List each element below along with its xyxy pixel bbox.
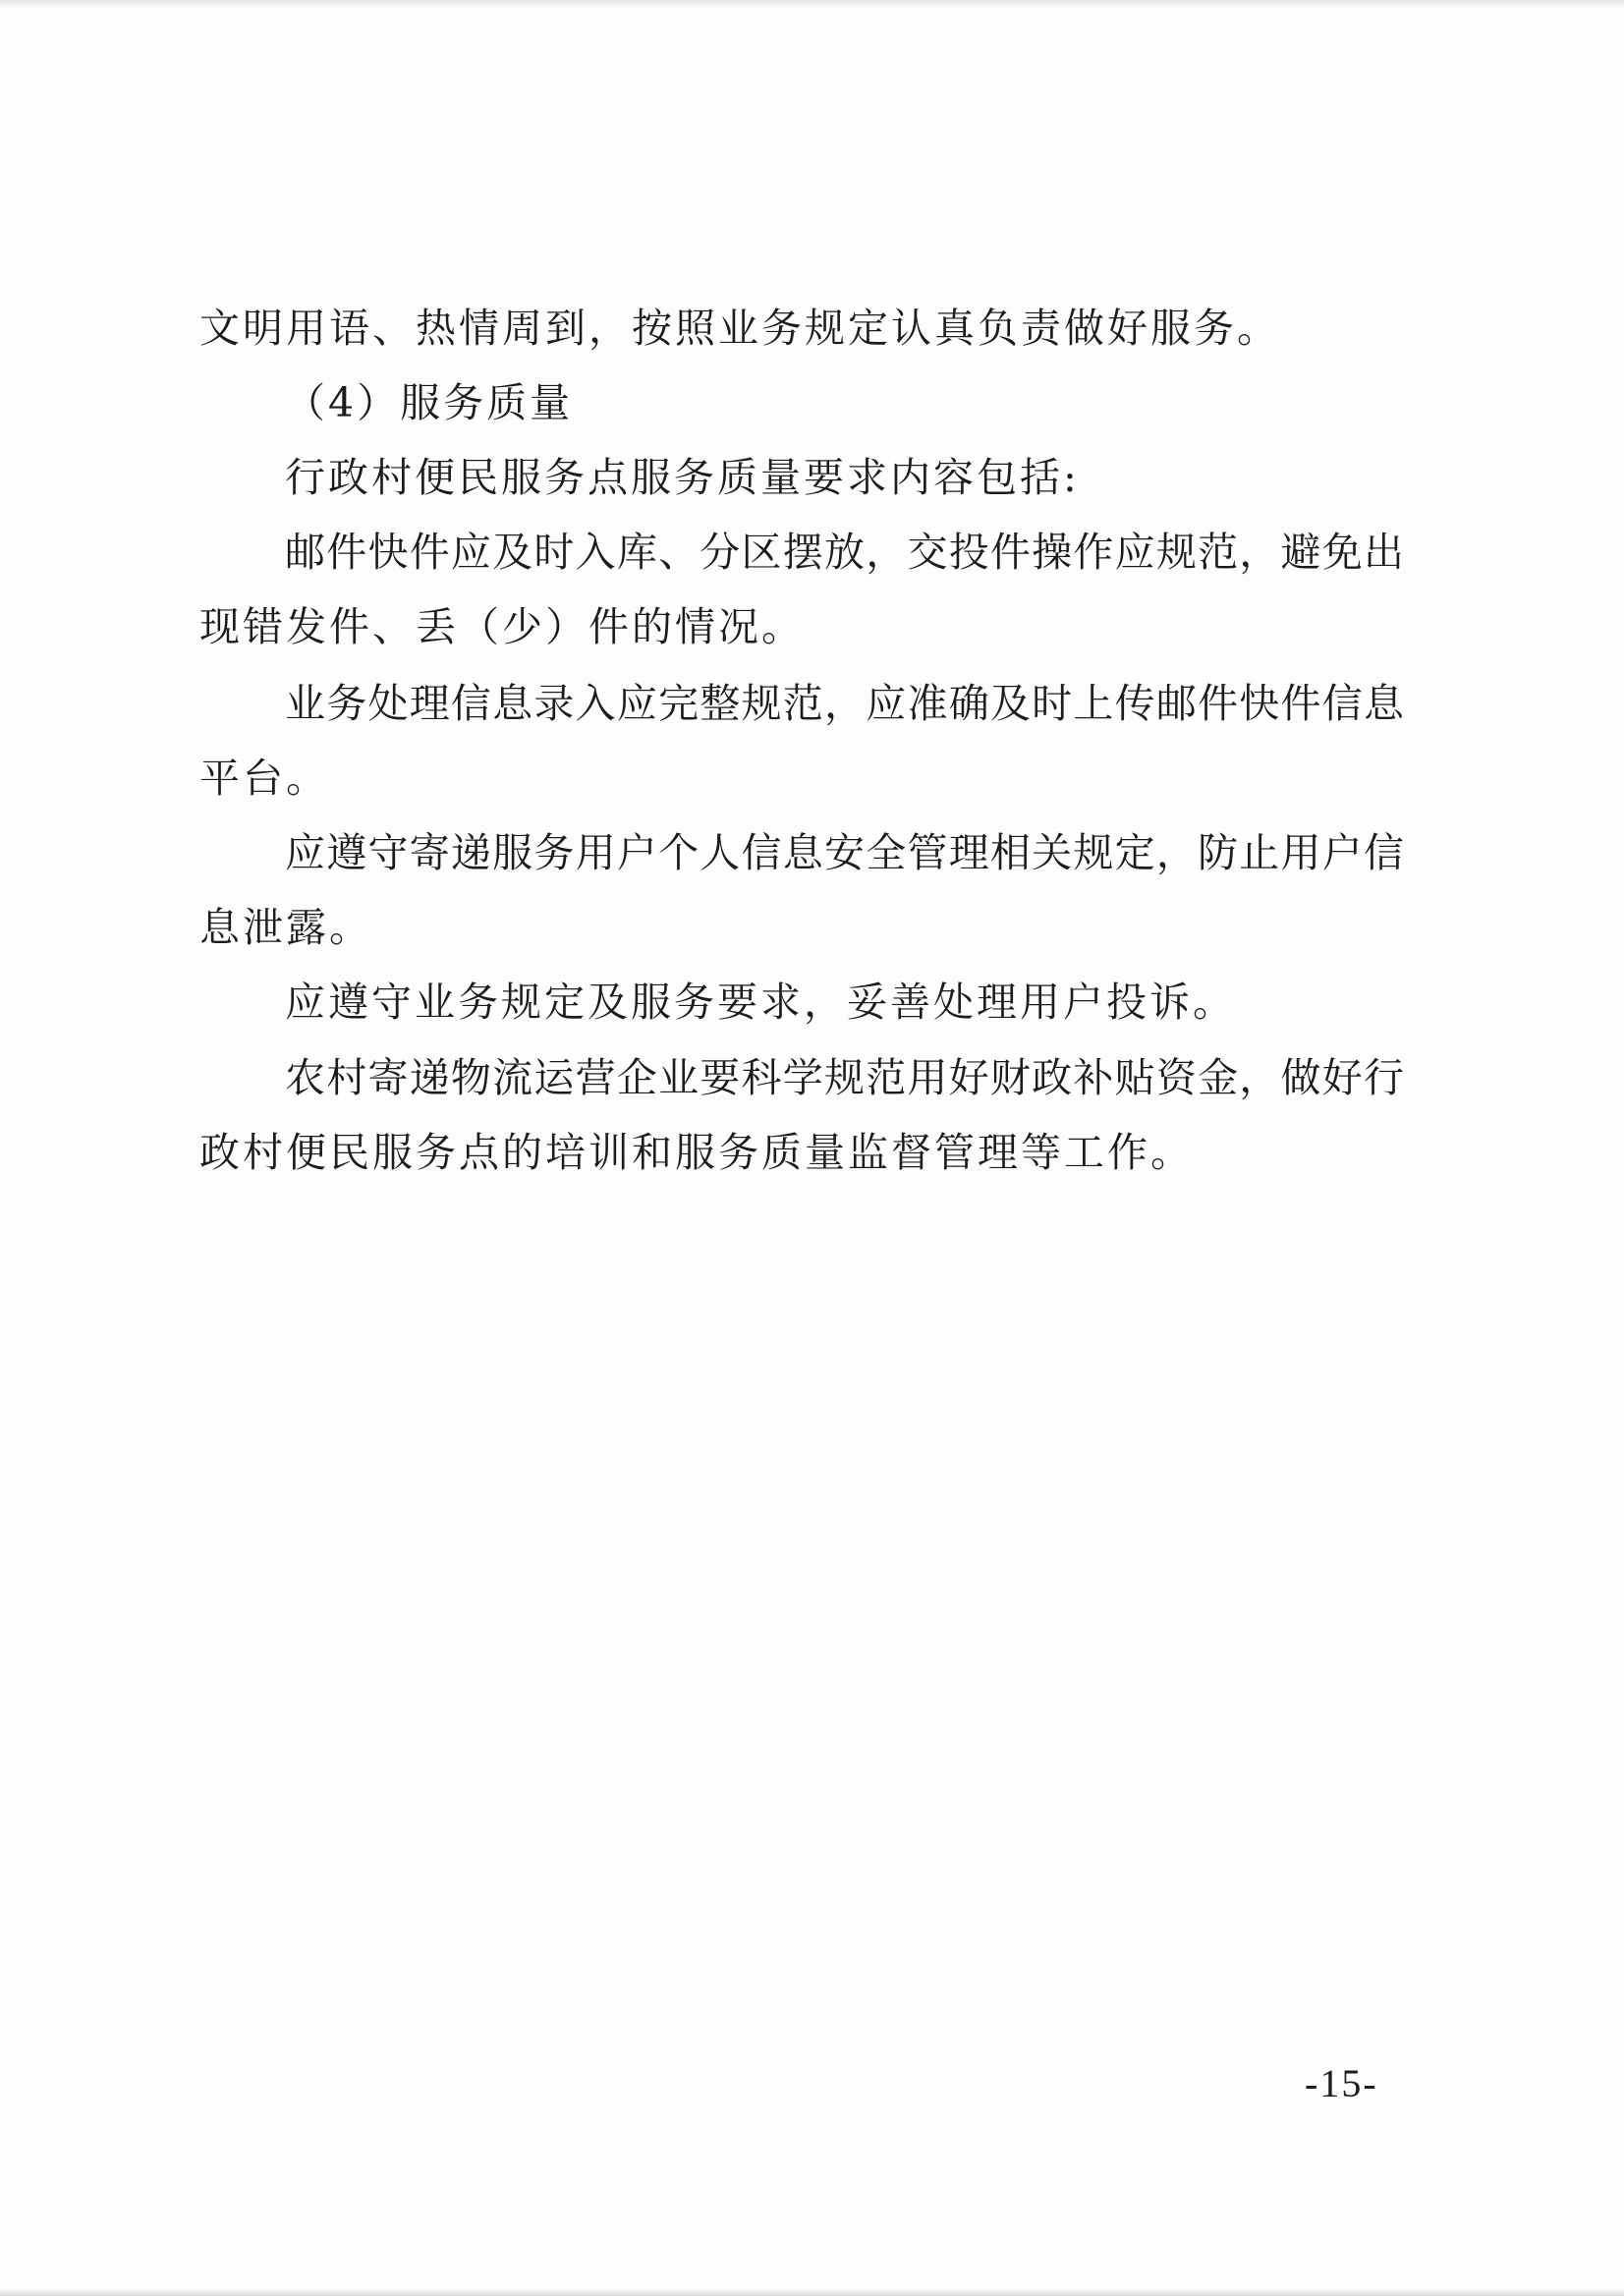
text-line-1: 文明用语、热情周到，按照业务规定认真负责做好服务。 <box>199 305 1280 352</box>
text-line-11: 农村寄递物流运营企业要科学规范用好财政补贴资金，做好行 <box>285 1054 1404 1101</box>
scan-edge-top <box>0 0 1624 8</box>
text-line-9: 息泄露。 <box>199 904 372 951</box>
text-line-6: 业务处理信息录入应完整规范，应准确及时上传邮件快件信息 <box>285 680 1404 727</box>
text-line-8: 应遵守寄递服务用户个人信息安全管理相关规定，防止用户信 <box>285 829 1404 876</box>
section-heading-service-quality: （4）服务质量 <box>285 379 574 426</box>
text-line-4: 邮件快件应及时入库、分区摆放，交投件操作应规范，避免出 <box>285 529 1404 576</box>
page-number: -15- <box>1305 2061 1378 2105</box>
text-line-7: 平台。 <box>199 755 329 802</box>
text-line-5: 现错发件、丢（少）件的情况。 <box>199 603 805 650</box>
scan-edge-bottom <box>0 2288 1624 2296</box>
text-line-10: 应遵守业务规定及服务要求，妥善处理用户投诉。 <box>285 979 1236 1026</box>
text-line-12: 政村便民服务点的培训和服务质量监督管理等工作。 <box>199 1129 1194 1176</box>
text-line-3: 行政村便民服务点服务质量要求内容包括: <box>285 454 1080 501</box>
